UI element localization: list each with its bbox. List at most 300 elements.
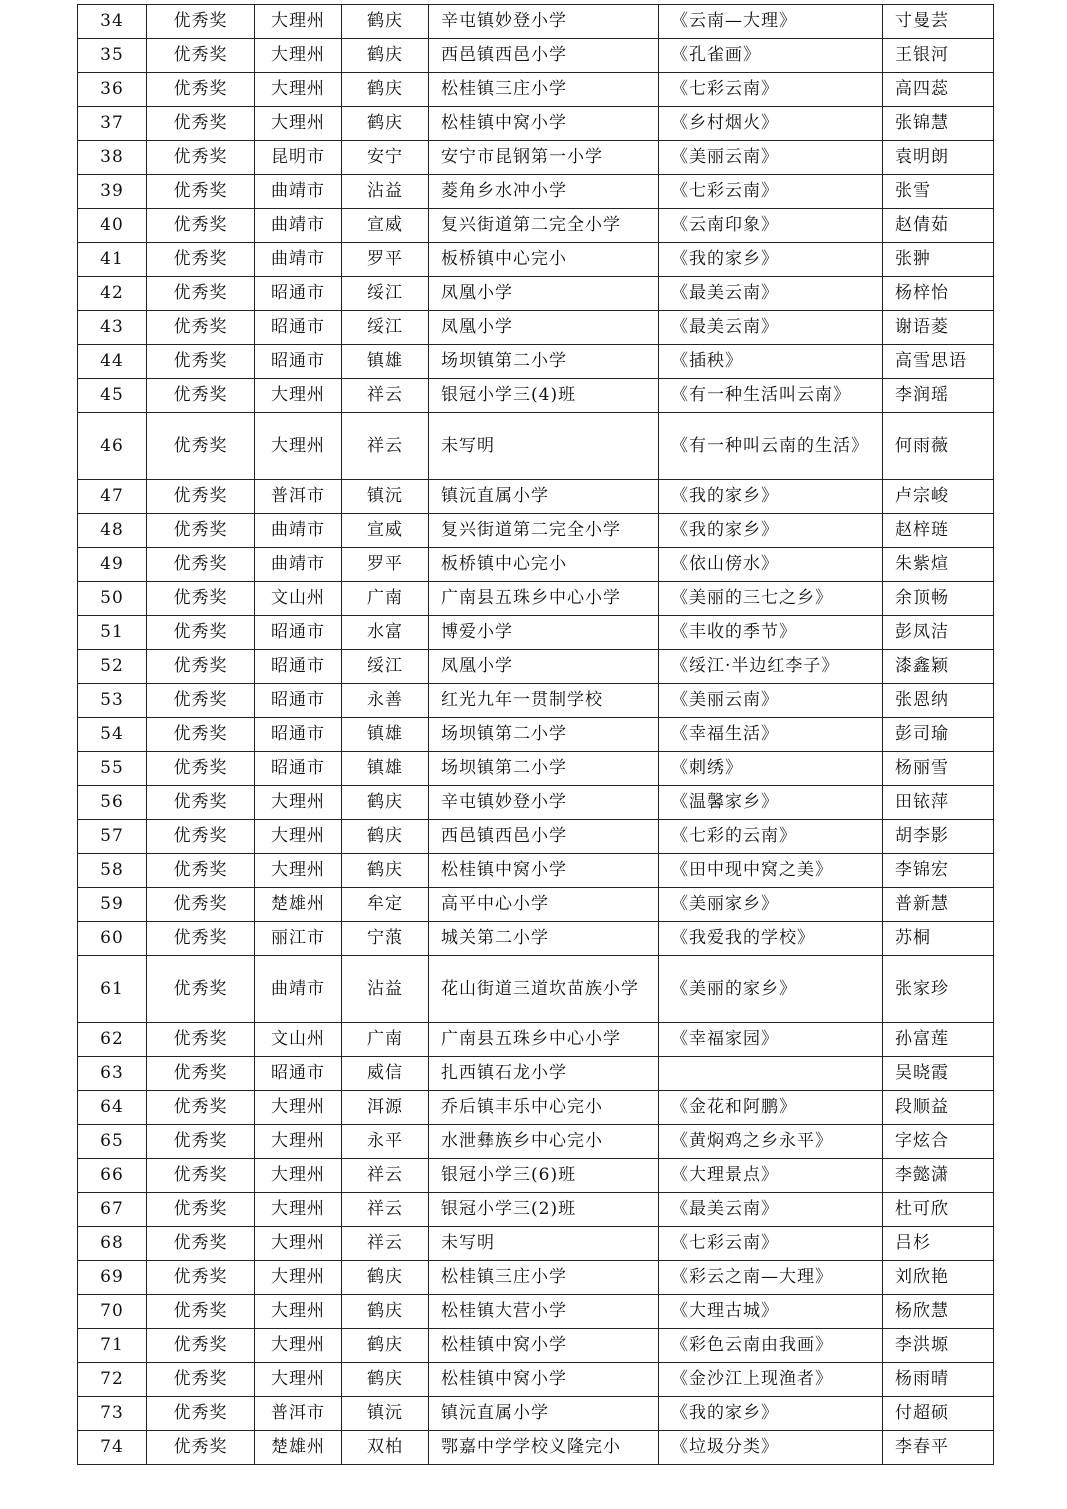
table-row [78,5,994,39]
county-cell: 罗平 [342,243,429,277]
school-cell: 银冠小学三(2)班 [429,1193,659,1227]
row-number-cell: 61 [78,956,147,1023]
award-cell: 优秀奖 [147,1125,255,1159]
table-row [78,1159,994,1193]
table-row [78,888,994,922]
table-row [78,956,994,1023]
table-row [78,786,994,820]
table-row [78,616,994,650]
table-row [78,1397,994,1431]
row-number-cell: 57 [78,820,147,854]
award-cell: 优秀奖 [147,311,255,345]
county-cell: 绥江 [342,650,429,684]
city-cell: 大理州 [255,413,342,480]
school-cell: 花山街道三道坎苗族小学 [429,956,659,1023]
table-row [78,1227,994,1261]
row-number-cell: 66 [78,1159,147,1193]
city-cell: 大理州 [255,1363,342,1397]
school-cell: 广南县五珠乡中心小学 [429,1023,659,1057]
county-cell: 宁蒗 [342,922,429,956]
award-cell: 优秀奖 [147,1057,255,1091]
student-name-cell: 孙富莲 [883,1023,994,1057]
table-row [78,107,994,141]
student-name-cell: 漆鑫颖 [883,650,994,684]
school-cell: 菱角乡水冲小学 [429,175,659,209]
county-cell: 洱源 [342,1091,429,1125]
artwork-title-cell: 《金花和阿鹏》 [659,1091,883,1125]
row-number-cell: 47 [78,480,147,514]
school-cell: 西邑镇西邑小学 [429,820,659,854]
school-cell: 凤凰小学 [429,311,659,345]
row-number-cell: 68 [78,1227,147,1261]
county-cell: 鹤庆 [342,820,429,854]
student-name-cell: 李春平 [883,1431,994,1465]
table-row [78,480,994,514]
student-name-cell: 胡李影 [883,820,994,854]
county-cell: 沾益 [342,956,429,1023]
city-cell: 昭通市 [255,277,342,311]
award-cell: 优秀奖 [147,684,255,718]
student-name-cell: 刘欣艳 [883,1261,994,1295]
row-number-cell: 69 [78,1261,147,1295]
award-cell: 优秀奖 [147,1261,255,1295]
artwork-title-cell: 《我爱我的学校》 [659,922,883,956]
school-cell: 松桂镇三庄小学 [429,1261,659,1295]
city-cell: 昭通市 [255,1057,342,1091]
county-cell: 祥云 [342,1227,429,1261]
city-cell: 大理州 [255,1261,342,1295]
table-row [78,1329,994,1363]
student-name-cell: 杜可欣 [883,1193,994,1227]
county-cell: 威信 [342,1057,429,1091]
row-number-cell: 38 [78,141,147,175]
row-number-cell: 63 [78,1057,147,1091]
award-cell: 优秀奖 [147,1193,255,1227]
artwork-title-cell: 《彩云之南—大理》 [659,1261,883,1295]
school-cell: 凤凰小学 [429,277,659,311]
county-cell: 鹤庆 [342,1261,429,1295]
artwork-title-cell: 《垃圾分类》 [659,1431,883,1465]
student-name-cell: 张锦慧 [883,107,994,141]
city-cell: 普洱市 [255,480,342,514]
student-name-cell: 谢语菱 [883,311,994,345]
student-name-cell: 杨丽雪 [883,752,994,786]
city-cell: 曲靖市 [255,514,342,548]
school-cell: 高平中心小学 [429,888,659,922]
table-row [78,684,994,718]
table-row [78,514,994,548]
row-number-cell: 71 [78,1329,147,1363]
table-row [78,854,994,888]
student-name-cell: 何雨薇 [883,413,994,480]
student-name-cell: 余顶畅 [883,582,994,616]
row-number-cell: 54 [78,718,147,752]
student-name-cell: 吴晓霞 [883,1057,994,1091]
school-cell: 松桂镇中窝小学 [429,854,659,888]
row-number-cell: 40 [78,209,147,243]
city-cell: 大理州 [255,39,342,73]
city-cell: 昭通市 [255,311,342,345]
student-name-cell: 李锦宏 [883,854,994,888]
student-name-cell: 彭凤洁 [883,616,994,650]
award-cell: 优秀奖 [147,888,255,922]
award-cell: 优秀奖 [147,1295,255,1329]
award-cell: 优秀奖 [147,1329,255,1363]
county-cell: 鹤庆 [342,107,429,141]
artwork-title-cell: 《大理景点》 [659,1159,883,1193]
city-cell: 楚雄州 [255,888,342,922]
table-row [78,243,994,277]
school-cell: 银冠小学三(4)班 [429,379,659,413]
award-cell: 优秀奖 [147,922,255,956]
table-row [78,1431,994,1465]
school-cell: 复兴街道第二完全小学 [429,514,659,548]
artwork-title-cell: 《美丽的家乡》 [659,956,883,1023]
table-row [78,413,994,480]
award-cell: 优秀奖 [147,616,255,650]
award-cell: 优秀奖 [147,480,255,514]
city-cell: 昭通市 [255,616,342,650]
city-cell: 大理州 [255,379,342,413]
artwork-title-cell: 《田中现中窝之美》 [659,854,883,888]
artwork-title-cell: 《七彩云南》 [659,175,883,209]
table-row [78,820,994,854]
award-cell: 优秀奖 [147,1227,255,1261]
award-cell: 优秀奖 [147,379,255,413]
row-number-cell: 56 [78,786,147,820]
student-name-cell: 李懿潇 [883,1159,994,1193]
city-cell: 昭通市 [255,684,342,718]
city-cell: 曲靖市 [255,243,342,277]
county-cell: 绥江 [342,311,429,345]
artwork-title-cell: 《彩色云南由我画》 [659,1329,883,1363]
artwork-title-cell: 《最美云南》 [659,311,883,345]
county-cell: 宣威 [342,209,429,243]
row-number-cell: 58 [78,854,147,888]
row-number-cell: 60 [78,922,147,956]
city-cell: 丽江市 [255,922,342,956]
school-cell: 红光九年一贯制学校 [429,684,659,718]
row-number-cell: 44 [78,345,147,379]
award-cell: 优秀奖 [147,5,255,39]
school-cell: 松桂镇中窝小学 [429,1329,659,1363]
row-number-cell: 34 [78,5,147,39]
student-name-cell: 赵倩茹 [883,209,994,243]
county-cell: 鹤庆 [342,5,429,39]
county-cell: 鹤庆 [342,1363,429,1397]
row-number-cell: 36 [78,73,147,107]
artwork-title-cell: 《美丽云南》 [659,141,883,175]
award-cell: 优秀奖 [147,39,255,73]
award-cell: 优秀奖 [147,1431,255,1465]
city-cell: 普洱市 [255,1397,342,1431]
student-name-cell: 彭司瑜 [883,718,994,752]
artwork-title-cell: 《我的家乡》 [659,514,883,548]
row-number-cell: 53 [78,684,147,718]
artwork-title-cell: 《有一种生活叫云南》 [659,379,883,413]
table-row [78,1125,994,1159]
county-cell: 鹤庆 [342,39,429,73]
school-cell: 未写明 [429,413,659,480]
table-row [78,1295,994,1329]
award-list-table [77,4,994,1465]
county-cell: 双柏 [342,1431,429,1465]
artwork-title-cell: 《黄焖鸡之乡永平》 [659,1125,883,1159]
county-cell: 祥云 [342,379,429,413]
award-cell: 优秀奖 [147,141,255,175]
school-cell: 镇沅直属小学 [429,480,659,514]
county-cell: 牟定 [342,888,429,922]
city-cell: 大理州 [255,1091,342,1125]
artwork-title-cell: 《幸福生活》 [659,718,883,752]
artwork-title-cell: 《我的家乡》 [659,480,883,514]
county-cell: 镇雄 [342,718,429,752]
city-cell: 大理州 [255,1295,342,1329]
school-cell: 松桂镇三庄小学 [429,73,659,107]
city-cell: 昆明市 [255,141,342,175]
artwork-title-cell: 《美丽家乡》 [659,888,883,922]
row-number-cell: 67 [78,1193,147,1227]
artwork-title-cell: 《我的家乡》 [659,243,883,277]
city-cell: 大理州 [255,786,342,820]
table-row [78,209,994,243]
table-row [78,650,994,684]
county-cell: 永平 [342,1125,429,1159]
city-cell: 大理州 [255,73,342,107]
artwork-title-cell: 《孔雀画》 [659,39,883,73]
table-row [78,1363,994,1397]
county-cell: 鹤庆 [342,1295,429,1329]
table-row [78,1193,994,1227]
county-cell: 广南 [342,1023,429,1057]
city-cell: 昭通市 [255,345,342,379]
county-cell: 镇雄 [342,345,429,379]
award-cell: 优秀奖 [147,718,255,752]
artwork-title-cell: 《最美云南》 [659,277,883,311]
table-row [78,277,994,311]
artwork-title-cell: 《我的家乡》 [659,1397,883,1431]
student-name-cell: 普新慧 [883,888,994,922]
artwork-title-cell: 《美丽的三七之乡》 [659,582,883,616]
county-cell: 广南 [342,582,429,616]
row-number-cell: 50 [78,582,147,616]
city-cell: 大理州 [255,1329,342,1363]
student-name-cell: 李润瑶 [883,379,994,413]
row-number-cell: 42 [78,277,147,311]
student-name-cell: 朱紫煊 [883,548,994,582]
student-name-cell: 卢宗峻 [883,480,994,514]
school-cell: 辛屯镇妙登小学 [429,786,659,820]
county-cell: 祥云 [342,413,429,480]
city-cell: 大理州 [255,5,342,39]
artwork-title-cell: 《有一种叫云南的生活》 [659,413,883,480]
table-body [78,5,994,1465]
student-name-cell: 赵梓琏 [883,514,994,548]
city-cell: 大理州 [255,854,342,888]
table-row [78,752,994,786]
award-cell: 优秀奖 [147,1091,255,1125]
row-number-cell: 74 [78,1431,147,1465]
table-row [78,718,994,752]
county-cell: 安宁 [342,141,429,175]
row-number-cell: 62 [78,1023,147,1057]
award-cell: 优秀奖 [147,548,255,582]
row-number-cell: 48 [78,514,147,548]
city-cell: 大理州 [255,107,342,141]
school-cell: 银冠小学三(6)班 [429,1159,659,1193]
artwork-title-cell: 《依山傍水》 [659,548,883,582]
county-cell: 沾益 [342,175,429,209]
table-row [78,345,994,379]
table-row [78,39,994,73]
school-cell: 板桥镇中心完小 [429,548,659,582]
award-cell: 优秀奖 [147,243,255,277]
city-cell: 曲靖市 [255,209,342,243]
table-row [78,582,994,616]
artwork-title-cell: 《金沙江上现渔者》 [659,1363,883,1397]
county-cell: 鹤庆 [342,73,429,107]
row-number-cell: 41 [78,243,147,277]
row-number-cell: 43 [78,311,147,345]
award-cell: 优秀奖 [147,1159,255,1193]
city-cell: 曲靖市 [255,548,342,582]
award-cell: 优秀奖 [147,752,255,786]
row-number-cell: 46 [78,413,147,480]
artwork-title-cell [659,1057,883,1091]
award-cell: 优秀奖 [147,514,255,548]
student-name-cell: 张恩纳 [883,684,994,718]
school-cell: 广南县五珠乡中心小学 [429,582,659,616]
student-name-cell: 杨欣慧 [883,1295,994,1329]
county-cell: 鹤庆 [342,854,429,888]
row-number-cell: 51 [78,616,147,650]
award-cell: 优秀奖 [147,1363,255,1397]
student-name-cell: 苏桐 [883,922,994,956]
award-cell: 优秀奖 [147,413,255,480]
school-cell: 鄂嘉中学学校义隆完小 [429,1431,659,1465]
student-name-cell: 杨雨晴 [883,1363,994,1397]
artwork-title-cell: 《乡村烟火》 [659,107,883,141]
school-cell: 城关第二小学 [429,922,659,956]
school-cell: 场坝镇第二小学 [429,752,659,786]
award-cell: 优秀奖 [147,820,255,854]
school-cell: 未写明 [429,1227,659,1261]
student-name-cell: 高雪思语 [883,345,994,379]
school-cell: 辛屯镇妙登小学 [429,5,659,39]
table-row [78,141,994,175]
artwork-title-cell: 《七彩的云南》 [659,820,883,854]
county-cell: 祥云 [342,1193,429,1227]
county-cell: 鹤庆 [342,1329,429,1363]
row-number-cell: 70 [78,1295,147,1329]
table-row [78,1023,994,1057]
county-cell: 罗平 [342,548,429,582]
school-cell: 板桥镇中心完小 [429,243,659,277]
row-number-cell: 49 [78,548,147,582]
school-cell: 西邑镇西邑小学 [429,39,659,73]
student-name-cell: 杨梓怡 [883,277,994,311]
table-row [78,922,994,956]
award-cell: 优秀奖 [147,277,255,311]
artwork-title-cell: 《温馨家乡》 [659,786,883,820]
city-cell: 昭通市 [255,718,342,752]
student-name-cell: 段顺益 [883,1091,994,1125]
award-cell: 优秀奖 [147,650,255,684]
student-name-cell: 袁明朗 [883,141,994,175]
city-cell: 昭通市 [255,650,342,684]
school-cell: 扎西镇石龙小学 [429,1057,659,1091]
city-cell: 文山州 [255,1023,342,1057]
row-number-cell: 72 [78,1363,147,1397]
row-number-cell: 55 [78,752,147,786]
student-name-cell: 张家珍 [883,956,994,1023]
city-cell: 曲靖市 [255,175,342,209]
artwork-title-cell: 《插秧》 [659,345,883,379]
school-cell: 场坝镇第二小学 [429,345,659,379]
table-row [78,379,994,413]
artwork-title-cell: 《最美云南》 [659,1193,883,1227]
row-number-cell: 73 [78,1397,147,1431]
school-cell: 镇沅直属小学 [429,1397,659,1431]
student-name-cell: 付超硕 [883,1397,994,1431]
artwork-title-cell: 《丰收的季节》 [659,616,883,650]
award-cell: 优秀奖 [147,854,255,888]
row-number-cell: 37 [78,107,147,141]
artwork-title-cell: 《七彩云南》 [659,1227,883,1261]
award-cell: 优秀奖 [147,582,255,616]
table-row [78,548,994,582]
row-number-cell: 65 [78,1125,147,1159]
city-cell: 曲靖市 [255,956,342,1023]
school-cell: 松桂镇中窝小学 [429,107,659,141]
artwork-title-cell: 《美丽云南》 [659,684,883,718]
county-cell: 水富 [342,616,429,650]
school-cell: 博爱小学 [429,616,659,650]
artwork-title-cell: 《绥江·半边红李子》 [659,650,883,684]
county-cell: 鹤庆 [342,786,429,820]
student-name-cell: 张翀 [883,243,994,277]
school-cell: 水泄彝族乡中心完小 [429,1125,659,1159]
county-cell: 镇雄 [342,752,429,786]
award-cell: 优秀奖 [147,73,255,107]
city-cell: 文山州 [255,582,342,616]
award-cell: 优秀奖 [147,209,255,243]
city-cell: 大理州 [255,1125,342,1159]
artwork-title-cell: 《云南—大理》 [659,5,883,39]
table-row [78,73,994,107]
city-cell: 昭通市 [255,752,342,786]
county-cell: 镇沅 [342,1397,429,1431]
row-number-cell: 64 [78,1091,147,1125]
school-cell: 复兴街道第二完全小学 [429,209,659,243]
artwork-title-cell: 《刺绣》 [659,752,883,786]
school-cell: 乔后镇丰乐中心完小 [429,1091,659,1125]
award-cell: 优秀奖 [147,956,255,1023]
table-row [78,311,994,345]
city-cell: 大理州 [255,820,342,854]
school-cell: 凤凰小学 [429,650,659,684]
student-name-cell: 吕杉 [883,1227,994,1261]
student-name-cell: 李洪塬 [883,1329,994,1363]
city-cell: 大理州 [255,1159,342,1193]
school-cell: 安宁市昆钢第一小学 [429,141,659,175]
award-cell: 优秀奖 [147,107,255,141]
table-row [78,1091,994,1125]
award-cell: 优秀奖 [147,175,255,209]
school-cell: 松桂镇中窝小学 [429,1363,659,1397]
award-cell: 优秀奖 [147,1397,255,1431]
artwork-title-cell: 《七彩云南》 [659,73,883,107]
